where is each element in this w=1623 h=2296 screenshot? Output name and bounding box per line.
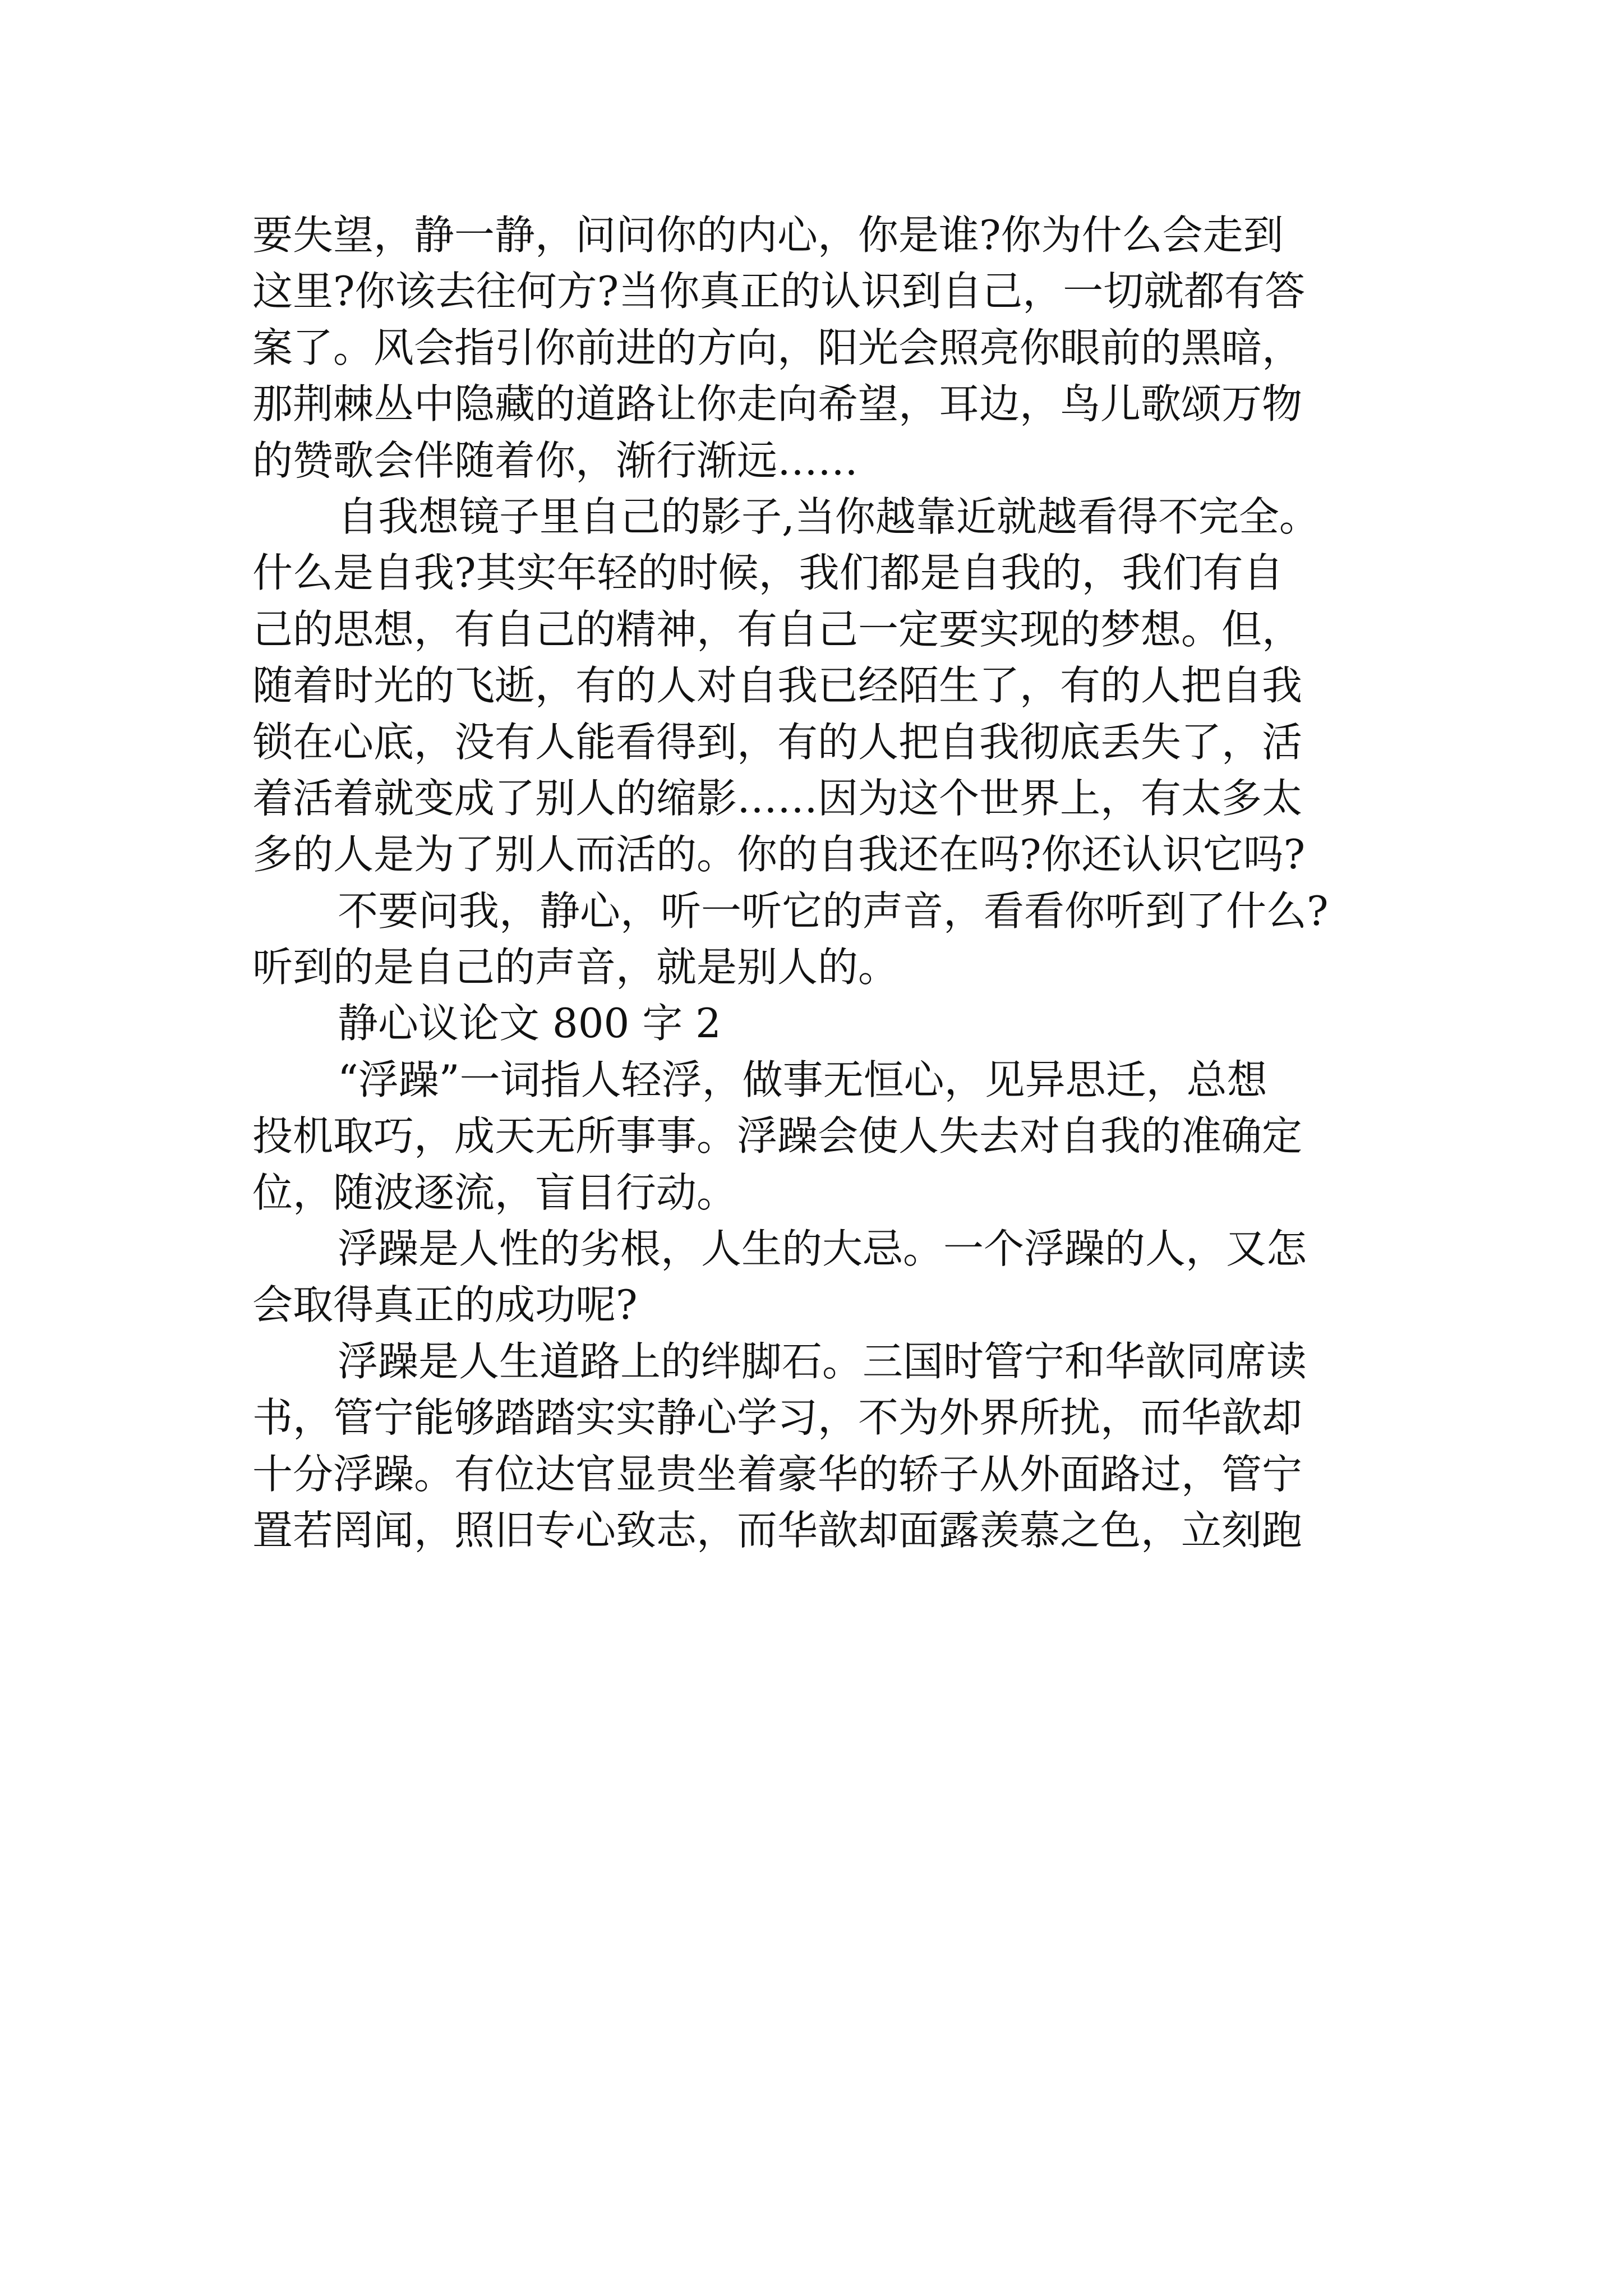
text-line: 要失望，静一静，问问你的内心，你是谁?你为什么会走到 — [252, 211, 1284, 259]
text-line: 这里?你该去往何方?当你真正的认识到自己，一切就都有答 — [252, 268, 1306, 315]
text-line: 会取得真正的成功呢? — [252, 1281, 638, 1329]
text-line: 己的思想，有自己的精神，有自己一定要实现的梦想。但， — [252, 605, 1303, 653]
text-line: 位，随波逐流，盲目行动。 — [252, 1168, 737, 1216]
paragraph-start-line: 不要问我，静心，听一听它的声音，看看你听到了什么? — [338, 887, 1329, 935]
text-line: 置若罔闻，照旧专心致志，而华歆却面露羡慕之色，立刻跑 — [252, 1506, 1303, 1554]
text-line: 多的人是为了别人而活的。你的自我还在吗?你还认识它吗? — [252, 831, 1306, 878]
text-line: 投机取巧，成天无所事事。浮躁会使人失去对自我的准确定 — [252, 1112, 1303, 1160]
text-line: 随着时光的飞逝，有的人对自我已经陌生了，有的人把自我 — [252, 662, 1303, 710]
text-line: 听到的是自己的声音，就是别人的。 — [252, 944, 899, 991]
document-body — [252, 208, 1380, 1559]
section-heading: 静心议论文 800 字 2 — [338, 1000, 721, 1047]
text-line: 案了。风会指引你前进的方向，阳光会照亮你眼前的黑暗， — [252, 324, 1303, 371]
text-line: 十分浮躁。有位达官显贵坐着豪华的轿子从外面路过，管宁 — [252, 1450, 1303, 1498]
paragraph-start-line: 自我想镜子里自己的影子,当你越靠近就越看得不完全。 — [338, 493, 1320, 540]
text-line: 锁在心底，没有人能看得到，有的人把自我彻底丢失了，活 — [252, 718, 1303, 766]
text-line: 着活着就变成了别人的缩影……因为这个世界上，有太多太 — [252, 774, 1303, 822]
paragraph-start-line: 浮躁是人生道路上的绊脚石。三国时管宁和华歆同席读 — [338, 1337, 1307, 1385]
text-line: 的赞歌会伴随着你，渐行渐远…… — [252, 436, 859, 484]
paragraph-start-line: 浮躁是人性的劣根，人生的大忌。一个浮躁的人，又怎 — [338, 1225, 1307, 1273]
text-line: 什么是自我?其实年轻的时候，我们都是自我的，我们有自 — [252, 549, 1284, 597]
paragraph-start-line: “浮躁”一词指人轻浮，做事无恒心，见异思迁，总想 — [338, 1056, 1267, 1103]
text-line: 那荆棘丛中隐藏的道路让你走向希望，耳边，鸟儿歌颂万物 — [252, 380, 1303, 428]
text-line: 书，管宁能够踏踏实实静心学习，不为外界所扰，而华歆却 — [252, 1394, 1303, 1442]
